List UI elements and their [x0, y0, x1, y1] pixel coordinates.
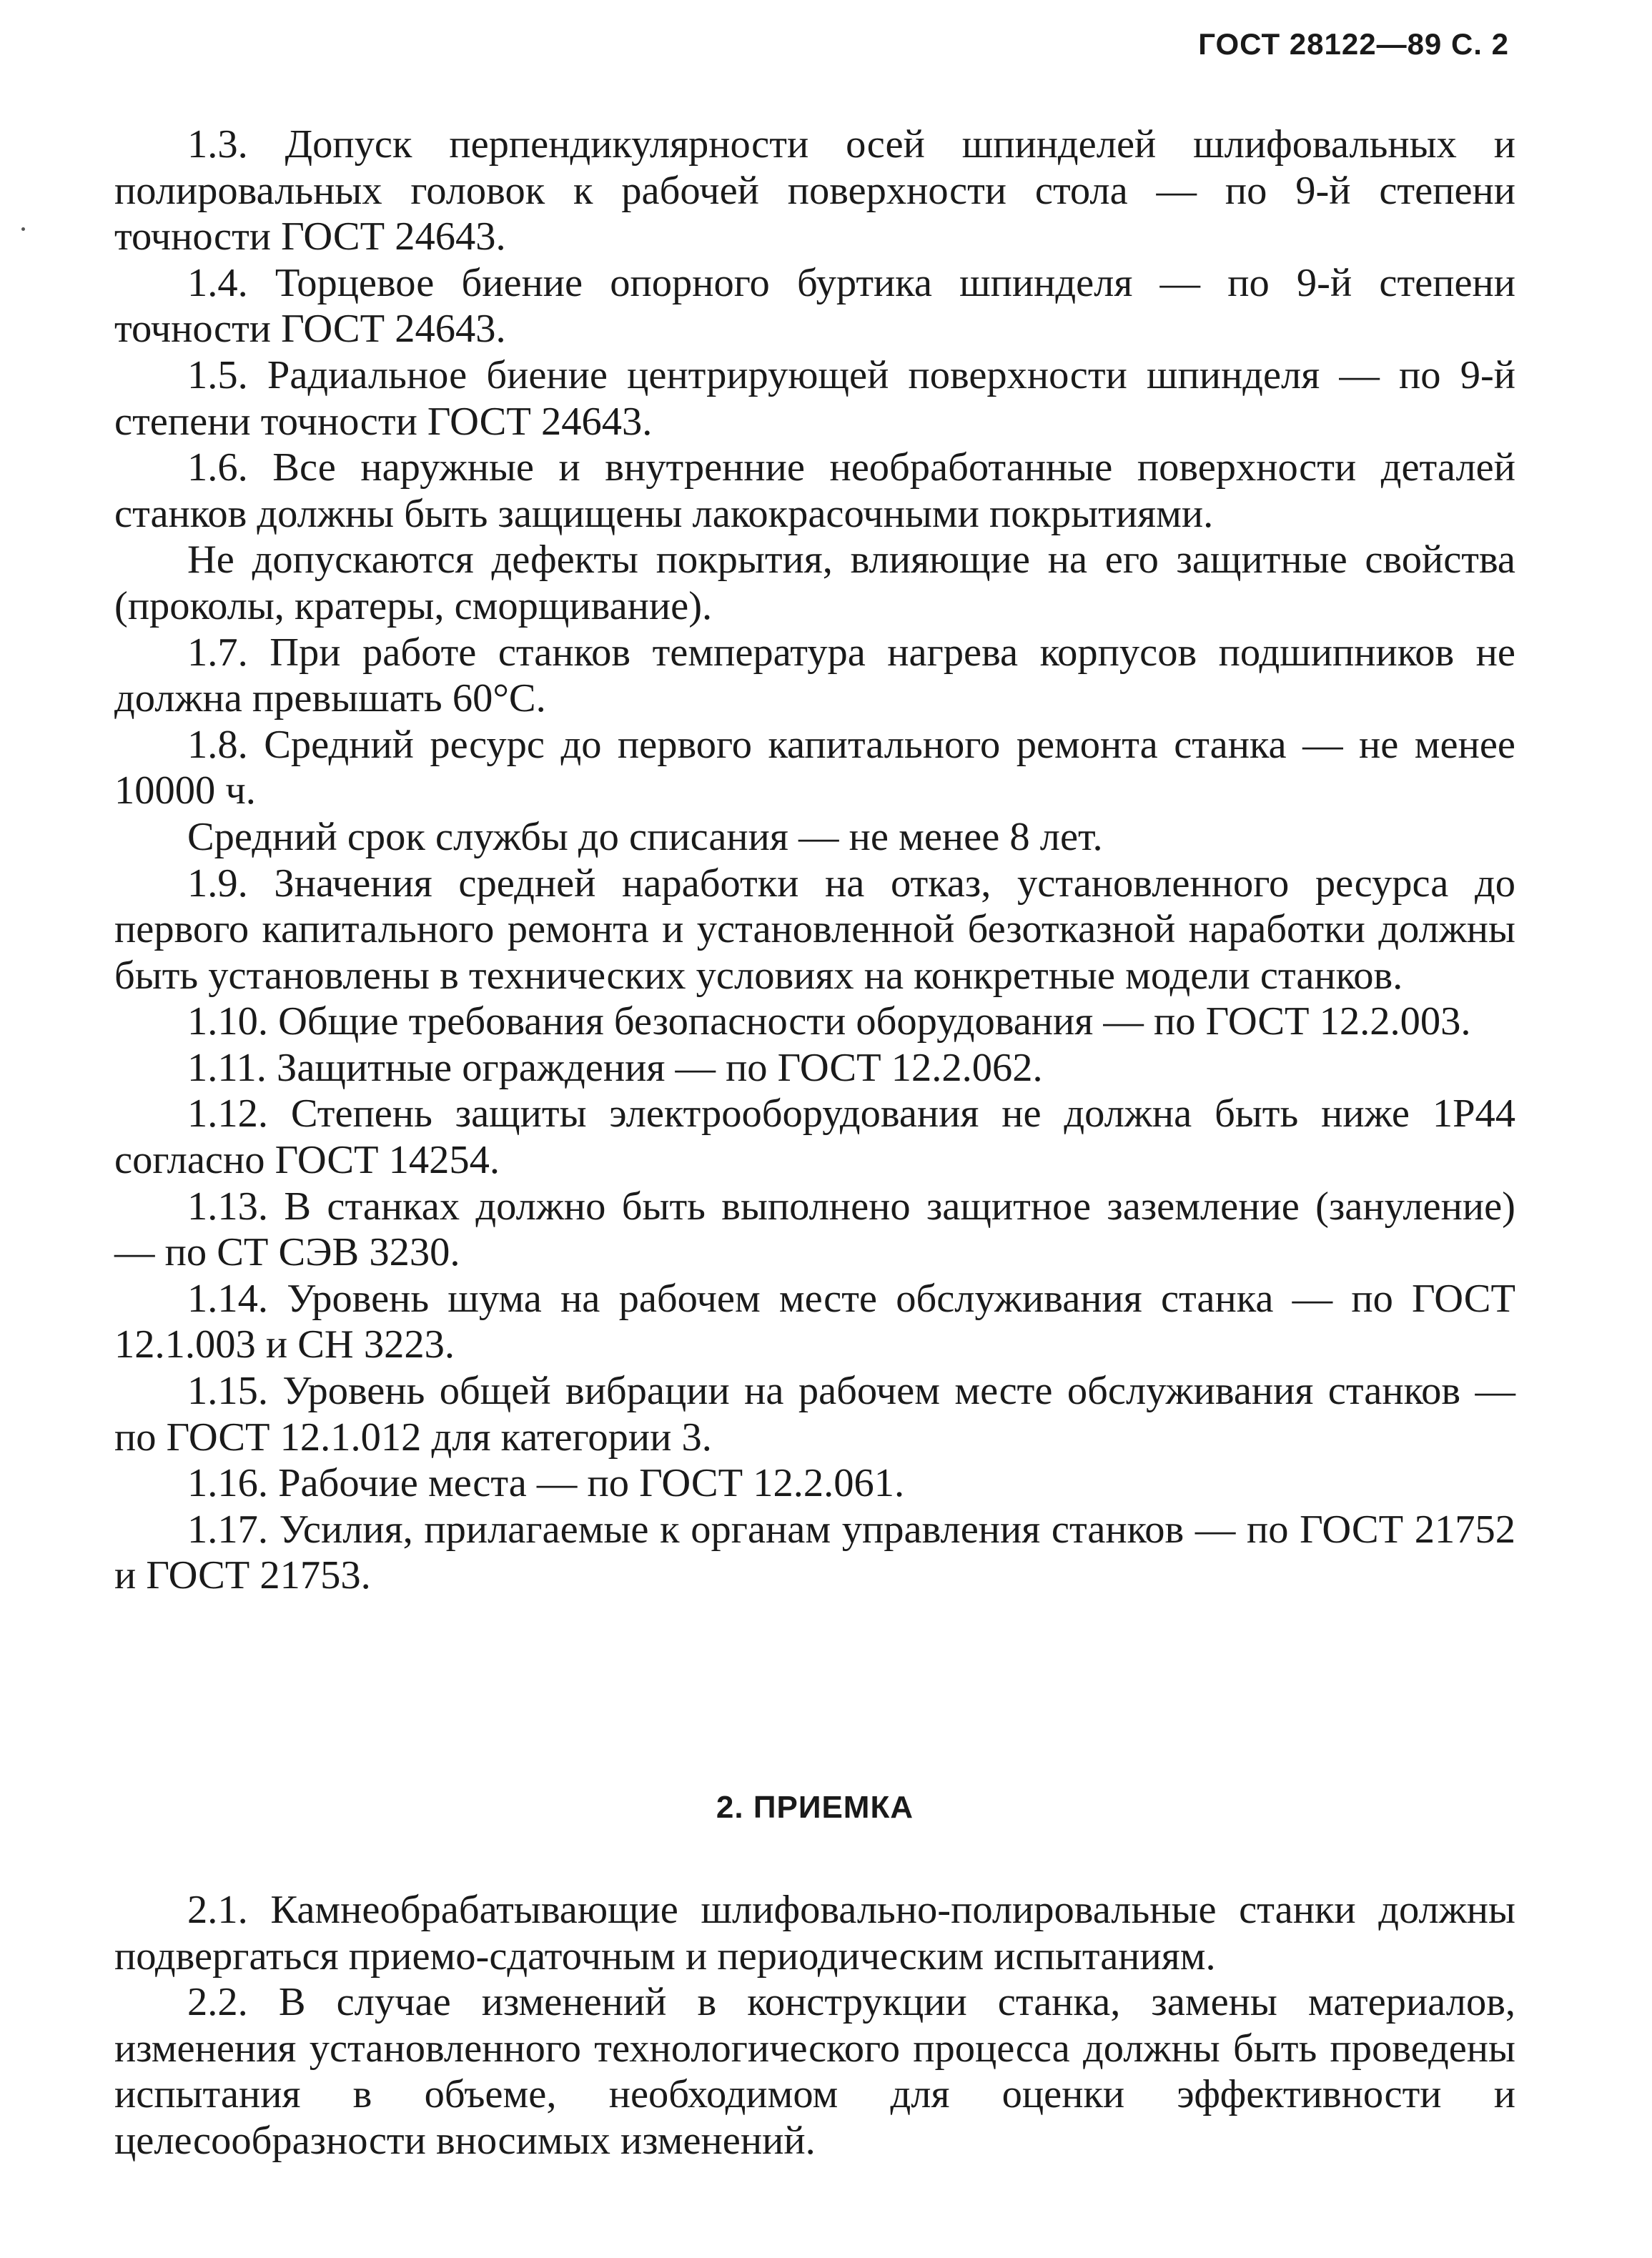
section-2-body: [114, 1887, 1515, 2164]
section-2-heading: 2. ПРИЕМКА: [716, 1790, 914, 1825]
section-1-body: [114, 122, 1515, 1599]
paragraph-1-17: 1.17. Усилия, прилагаемые к органам управления станков — по ГОСТ 21752 и ГОСТ 21753.: [114, 1507, 1515, 1598]
paragraph-1-11: 1.11. Защитные ограждения — по ГОСТ 12.2.062.: [187, 1045, 1043, 1090]
paragraph-1-14: 1.14. Уровень шума на рабочем месте обслуживания станка — по ГОСТ 12.1.003 и СН 3223.: [114, 1276, 1515, 1367]
paragraph-1-15: 1.15. Уровень общей вибрации на рабочем месте обслуживания станков — по ГОСТ 12.1.012 для категории 3.: [114, 1369, 1515, 1460]
paragraph-1-3: 1.3. Допуск перпендикулярности осей шпинделей шлифовальных и полировальных головок к рабочей поверхности стола — по 9-й степени точности ГОСТ 24643.: [114, 122, 1515, 259]
paragraph-1-4: 1.4. Торцевое биение опорного буртика шпинделя — по 9-й степени точности ГОСТ 24643.: [114, 260, 1515, 352]
paragraph-2-2: 2.2. В случае изменений в конструкции станка, замены материалов, изменения установленного технологического процесса должны быть проведены испытания в объеме, необходимом для оценки эффективности и целесообразности вносимых изменений.: [114, 1980, 1515, 2163]
paragraph-1-10: 1.10. Общие требования безопасности оборудования — по ГОСТ 12.2.003.: [187, 999, 1471, 1044]
paragraph-1-6: 1.6. Все наружные и внутренние необработанные поверхности деталей станков должны быть защищены лакокрасочными покрытиями.: [114, 445, 1515, 536]
paragraph-1-12: 1.12. Степень защиты электрооборудования не должна быть ниже 1Р44 согласно ГОСТ 14254.: [114, 1091, 1515, 1183]
paragraph-1-8: 1.8. Средний ресурс до первого капитального ремонта станка — не менее 10000 ч.: [114, 722, 1515, 813]
paragraph-1-13: 1.13. В станках должно быть выполнено защитное заземление (зануление) — по СТ СЭВ 3230.: [114, 1184, 1515, 1275]
scan-speck: [21, 227, 25, 231]
paragraph-1-6-note: Не допускаются дефекты покрытия, влияющие на его защитные свойства (проколы, кратеры, сморщивание).: [114, 538, 1515, 628]
paragraph-1-5: 1.5. Радиальное биение центрирующей поверхности шпинделя — по 9-й степени точности ГОСТ 24643.: [114, 352, 1515, 444]
page-header: ГОСТ 28122—89 С. 2: [1198, 27, 1509, 61]
paragraph-2-1: 2.1. Камнеобрабатывающие шлифовально-полировальные станки должны подвергаться приемо-сдаточным и периодическим испытаниям.: [114, 1888, 1515, 1979]
paragraph-1-9: 1.9. Значения средней наработки на отказ, установленного ресурса до первого капитального ремонта и установленной безотказной наработки должны быть установлены в технических условиях на конкретные модели станков.: [114, 861, 1515, 998]
paragraph-1-7: 1.7. При работе станков температура нагрева корпусов подшипников не должна превышать 60°С.: [114, 630, 1515, 721]
paragraph-1-16: 1.16. Рабочие места — по ГОСТ 12.2.061.: [187, 1461, 905, 1506]
paragraph-1-8-note: Средний срок службы до списания — не менее 8 лет.: [187, 814, 1103, 859]
